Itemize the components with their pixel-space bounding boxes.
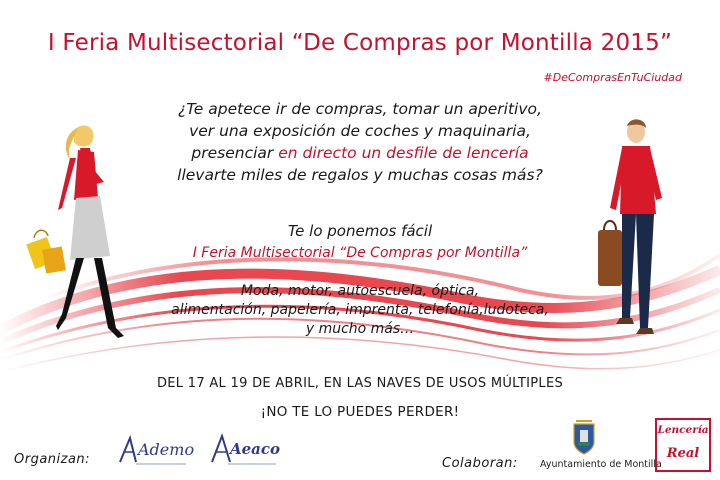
services-line-1: Moda, motor, autoescuela, óptica, bbox=[240, 283, 480, 299]
intro-line-3-prefix: presenciar bbox=[191, 144, 279, 162]
intro-line-1: ¿Te apetece ir de compras, tomar un aperitivo, bbox=[178, 100, 542, 118]
intro-line-3 bbox=[120, 142, 600, 164]
organizan-label: Organizan: bbox=[14, 452, 91, 467]
hashtag: #DeComprasEnTuCiudad bbox=[543, 71, 682, 84]
aeaco-logo-text: Aeaco bbox=[230, 440, 281, 458]
montilla-coat-of-arms-icon bbox=[570, 416, 598, 456]
intro-line-2: ver una exposición de coches y maquinaria, bbox=[189, 122, 531, 140]
lenceria-real-logo bbox=[655, 418, 711, 472]
easy-line-1: Te lo ponemos fácil bbox=[287, 222, 433, 240]
intro-text bbox=[120, 98, 600, 186]
page-title: I Feria Multisectorial “De Compras por Montilla 2015” bbox=[47, 30, 673, 56]
intro-line-4: llevarte miles de regalos y muchas cosas más? bbox=[177, 166, 543, 184]
event-dates: DEL 17 AL 19 DE ABRIL, EN LAS NAVES DE USOS MÚLTIPLES bbox=[156, 376, 564, 391]
services-line-3: y mucho más… bbox=[305, 321, 415, 337]
call-to-action: ¡NO TE LO PUEDES PERDER! bbox=[260, 404, 460, 420]
ademo-logo bbox=[116, 432, 195, 472]
shopping-bag-icon bbox=[26, 230, 66, 273]
ayuntamiento-label: Ayuntamiento de Montilla bbox=[540, 459, 662, 470]
man-shopper-illustration bbox=[596, 118, 672, 358]
services-line-2: alimentación, papelería, imprenta, telefonía,ludoteca, bbox=[171, 302, 549, 318]
aeaco-logo bbox=[208, 432, 280, 472]
lingerie-highlight: en directo un desfile de lencería bbox=[278, 144, 529, 162]
briefcase-icon bbox=[598, 221, 622, 286]
easy-text bbox=[120, 220, 600, 264]
colaboran-label: Colaboran: bbox=[442, 456, 518, 471]
services-text bbox=[120, 282, 600, 339]
lenceria-logo-line-1: Lencería bbox=[657, 424, 709, 436]
woman-shopper-illustration bbox=[18, 118, 128, 363]
fair-name: I Feria Multisectorial “De Compras por Montilla” bbox=[192, 245, 528, 261]
lenceria-logo-line-2: Real bbox=[666, 446, 700, 461]
ademo-logo-text: Ademo bbox=[138, 440, 195, 459]
